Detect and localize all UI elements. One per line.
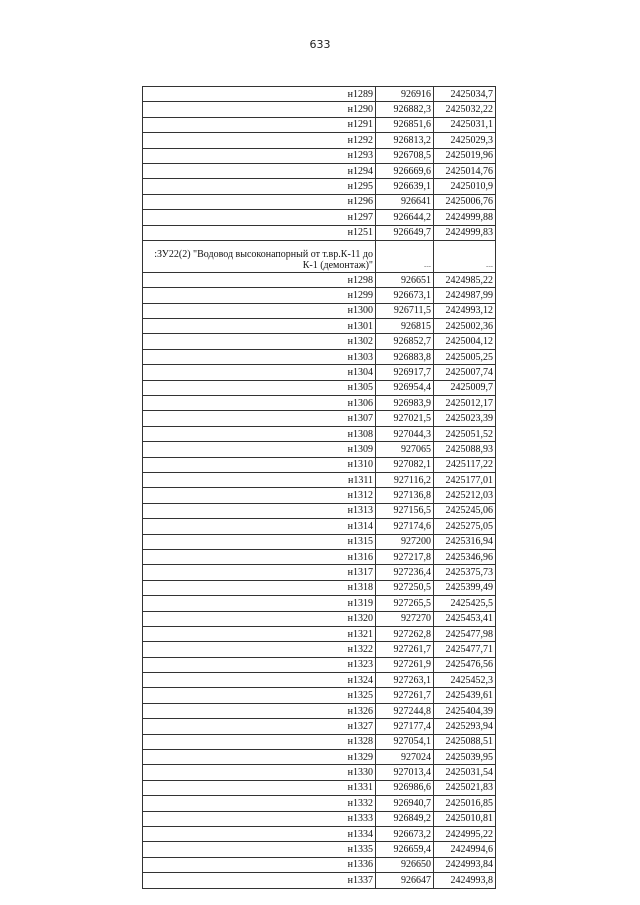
x-coordinate-cell: 926659,4 (376, 842, 434, 857)
table-row (143, 857, 496, 872)
table-row (143, 210, 496, 225)
y-coordinate-cell: 2425399,49 (434, 580, 496, 595)
y-coordinate-cell: 2424999,83 (434, 225, 496, 240)
x-coordinate-cell: 927261,9 (376, 657, 434, 672)
table-row (143, 842, 496, 857)
x-coordinate-cell: 926708,5 (376, 148, 434, 163)
y-coordinate-cell: 2424995,22 (434, 826, 496, 841)
point-id-cell: н1328 (143, 734, 376, 749)
point-id-cell: н1299 (143, 288, 376, 303)
point-id-cell: н1294 (143, 163, 376, 178)
table-row (143, 319, 496, 334)
table-row (143, 688, 496, 703)
y-coordinate-cell: 2424985,22 (434, 272, 496, 287)
x-coordinate-cell: 927261,7 (376, 688, 434, 703)
table-row (143, 411, 496, 426)
y-coordinate-cell: 2425019,96 (434, 148, 496, 163)
point-id-cell: н1310 (143, 457, 376, 472)
table-row (143, 442, 496, 457)
x-coordinate-cell: 926673,1 (376, 288, 434, 303)
x-coordinate-cell: 927217,8 (376, 549, 434, 564)
x-coordinate-cell: 926852,7 (376, 334, 434, 349)
point-id-cell: н1293 (143, 148, 376, 163)
x-coordinate-cell: 926651 (376, 272, 434, 287)
point-id-cell: н1289 (143, 87, 376, 102)
y-coordinate-cell: 2424993,12 (434, 303, 496, 318)
table-row (143, 811, 496, 826)
table-row (143, 380, 496, 395)
table-row (143, 87, 496, 102)
point-id-cell: н1312 (143, 488, 376, 503)
point-id-cell: н1302 (143, 334, 376, 349)
x-coordinate-cell: 926986,6 (376, 780, 434, 795)
table-row (143, 750, 496, 765)
point-id-cell: н1331 (143, 780, 376, 795)
section-header (143, 240, 496, 272)
y-coordinate-cell: 2425016,85 (434, 796, 496, 811)
point-id-cell: н1336 (143, 857, 376, 872)
point-id-cell: н1297 (143, 210, 376, 225)
table-row (143, 133, 496, 148)
y-coordinate-cell: 2425032,22 (434, 102, 496, 117)
x-coordinate-cell: 926917,7 (376, 365, 434, 380)
point-id-cell: н1290 (143, 102, 376, 117)
y-coordinate-cell: 2425453,41 (434, 611, 496, 626)
point-id-cell: н1300 (143, 303, 376, 318)
table-row (143, 117, 496, 132)
y-coordinate-cell: 2425404,39 (434, 703, 496, 718)
table-row (143, 396, 496, 411)
x-coordinate-cell: 926954,4 (376, 380, 434, 395)
y-coordinate-cell: 2424993,84 (434, 857, 496, 872)
table-row (143, 503, 496, 518)
y-coordinate-cell: 2425039,95 (434, 750, 496, 765)
table-row (143, 596, 496, 611)
x-coordinate-cell: 927021,5 (376, 411, 434, 426)
section-y-dash: --- (434, 240, 496, 272)
y-coordinate-cell: 2425088,93 (434, 442, 496, 457)
point-id-cell: н1335 (143, 842, 376, 857)
rows-after (143, 272, 496, 888)
table-row (143, 288, 496, 303)
point-id-cell: н1296 (143, 194, 376, 209)
table-row (143, 194, 496, 209)
x-coordinate-cell: 927250,5 (376, 580, 434, 595)
point-id-cell: н1332 (143, 796, 376, 811)
coordinates-table (142, 86, 496, 889)
table-row (143, 826, 496, 841)
table-row (143, 719, 496, 734)
x-coordinate-cell: 927156,5 (376, 503, 434, 518)
table-row (143, 148, 496, 163)
x-coordinate-cell: 926813,2 (376, 133, 434, 148)
point-id-cell: н1330 (143, 765, 376, 780)
x-coordinate-cell: 927116,2 (376, 472, 434, 487)
point-id-cell: н1323 (143, 657, 376, 672)
x-coordinate-cell: 927082,1 (376, 457, 434, 472)
point-id-cell: н1292 (143, 133, 376, 148)
table-row (143, 365, 496, 380)
point-id-cell: н1316 (143, 549, 376, 564)
y-coordinate-cell: 2425002,36 (434, 319, 496, 334)
x-coordinate-cell: 926639,1 (376, 179, 434, 194)
y-coordinate-cell: 2425010,9 (434, 179, 496, 194)
y-coordinate-cell: 2425346,96 (434, 549, 496, 564)
y-coordinate-cell: 2425005,25 (434, 349, 496, 364)
table-row (143, 780, 496, 795)
x-coordinate-cell: 926711,5 (376, 303, 434, 318)
table-row (143, 163, 496, 178)
x-coordinate-cell: 926644,2 (376, 210, 434, 225)
point-id-cell: н1314 (143, 519, 376, 534)
x-coordinate-cell: 926647 (376, 873, 434, 888)
x-coordinate-cell: 927136,8 (376, 488, 434, 503)
y-coordinate-cell: 2425316,94 (434, 534, 496, 549)
y-coordinate-cell: 2425009,7 (434, 380, 496, 395)
y-coordinate-cell: 2425476,56 (434, 657, 496, 672)
point-id-cell: н1251 (143, 225, 376, 240)
table-row (143, 565, 496, 580)
point-id-cell: н1334 (143, 826, 376, 841)
point-id-cell: н1313 (143, 503, 376, 518)
x-coordinate-cell: 927065 (376, 442, 434, 457)
x-coordinate-cell: 926851,6 (376, 117, 434, 132)
x-coordinate-cell: 926940,7 (376, 796, 434, 811)
point-id-cell: н1291 (143, 117, 376, 132)
y-coordinate-cell: 2425245,06 (434, 503, 496, 518)
point-id-cell: н1324 (143, 673, 376, 688)
x-coordinate-cell: 927236,4 (376, 565, 434, 580)
table-row (143, 734, 496, 749)
table-row (143, 488, 496, 503)
point-id-cell: н1295 (143, 179, 376, 194)
point-id-cell: н1327 (143, 719, 376, 734)
y-coordinate-cell: 2424987,99 (434, 288, 496, 303)
y-coordinate-cell: 2425452,3 (434, 673, 496, 688)
y-coordinate-cell: 2425477,98 (434, 626, 496, 641)
point-id-cell: н1329 (143, 750, 376, 765)
y-coordinate-cell: 2425117,22 (434, 457, 496, 472)
x-coordinate-cell: 927263,1 (376, 673, 434, 688)
point-id-cell: н1303 (143, 349, 376, 364)
x-coordinate-cell: 926673,2 (376, 826, 434, 841)
point-id-cell: н1305 (143, 380, 376, 395)
table-row (143, 303, 496, 318)
point-id-cell: н1308 (143, 426, 376, 441)
table-row (143, 225, 496, 240)
y-coordinate-cell: 2425275,05 (434, 519, 496, 534)
x-coordinate-cell: 927200 (376, 534, 434, 549)
y-coordinate-cell: 2425439,61 (434, 688, 496, 703)
table-row (143, 102, 496, 117)
rows-before (143, 87, 496, 241)
table-row (143, 334, 496, 349)
y-coordinate-cell: 2425014,76 (434, 163, 496, 178)
x-coordinate-cell: 927265,5 (376, 596, 434, 611)
y-coordinate-cell: 2425012,17 (434, 396, 496, 411)
y-coordinate-cell: 2425010,81 (434, 811, 496, 826)
point-id-cell: н1318 (143, 580, 376, 595)
y-coordinate-cell: 2424999,88 (434, 210, 496, 225)
point-id-cell: н1315 (143, 534, 376, 549)
table-row (143, 796, 496, 811)
point-id-cell: н1321 (143, 626, 376, 641)
y-coordinate-cell: 2425029,3 (434, 133, 496, 148)
x-coordinate-cell: 927244,8 (376, 703, 434, 718)
table-row (143, 519, 496, 534)
point-id-cell: н1322 (143, 642, 376, 657)
x-coordinate-cell: 926849,2 (376, 811, 434, 826)
point-id-cell: н1301 (143, 319, 376, 334)
y-coordinate-cell: 2425023,39 (434, 411, 496, 426)
table-row (143, 349, 496, 364)
x-coordinate-cell: 926815 (376, 319, 434, 334)
y-coordinate-cell: 2425007,74 (434, 365, 496, 380)
table-row (143, 472, 496, 487)
x-coordinate-cell: 927024 (376, 750, 434, 765)
point-id-cell: н1326 (143, 703, 376, 718)
y-coordinate-cell: 2425004,12 (434, 334, 496, 349)
point-id-cell: н1304 (143, 365, 376, 380)
table-row (143, 611, 496, 626)
x-coordinate-cell: 926650 (376, 857, 434, 872)
y-coordinate-cell: 2425031,54 (434, 765, 496, 780)
x-coordinate-cell: 926916 (376, 87, 434, 102)
section-row (143, 240, 496, 272)
x-coordinate-cell: 927013,4 (376, 765, 434, 780)
section-label: :ЗУ22(2) "Водовод высоконапорный от т.вр.К-11 до К-1 (демонтаж)" (143, 240, 376, 272)
table-row (143, 457, 496, 472)
y-coordinate-cell: 2425051,52 (434, 426, 496, 441)
page-number: 633 (309, 38, 331, 51)
y-coordinate-cell: 2425006,76 (434, 194, 496, 209)
x-coordinate-cell: 926669,6 (376, 163, 434, 178)
x-coordinate-cell: 926883,8 (376, 349, 434, 364)
table-row (143, 272, 496, 287)
section-x-dash: --- (376, 240, 434, 272)
y-coordinate-cell: 2424994,6 (434, 842, 496, 857)
table-row (143, 626, 496, 641)
point-id-cell: н1325 (143, 688, 376, 703)
table-row (143, 703, 496, 718)
x-coordinate-cell: 927270 (376, 611, 434, 626)
y-coordinate-cell: 2425031,1 (434, 117, 496, 132)
y-coordinate-cell: 2425212,03 (434, 488, 496, 503)
x-coordinate-cell: 927177,4 (376, 719, 434, 734)
table-row (143, 534, 496, 549)
point-id-cell: н1320 (143, 611, 376, 626)
y-coordinate-cell: 2424993,8 (434, 873, 496, 888)
point-id-cell: н1311 (143, 472, 376, 487)
x-coordinate-cell: 926641 (376, 194, 434, 209)
x-coordinate-cell: 927174,6 (376, 519, 434, 534)
y-coordinate-cell: 2425088,51 (434, 734, 496, 749)
table-row (143, 642, 496, 657)
x-coordinate-cell: 927261,7 (376, 642, 434, 657)
point-id-cell: н1306 (143, 396, 376, 411)
x-coordinate-cell: 926649,7 (376, 225, 434, 240)
y-coordinate-cell: 2425021,83 (434, 780, 496, 795)
point-id-cell: н1307 (143, 411, 376, 426)
point-id-cell: н1298 (143, 272, 376, 287)
table-row (143, 673, 496, 688)
table-row (143, 657, 496, 672)
x-coordinate-cell: 927044,3 (376, 426, 434, 441)
table-row (143, 426, 496, 441)
point-id-cell: н1319 (143, 596, 376, 611)
y-coordinate-cell: 2425034,7 (434, 87, 496, 102)
point-id-cell: н1333 (143, 811, 376, 826)
y-coordinate-cell: 2425375,73 (434, 565, 496, 580)
y-coordinate-cell: 2425477,71 (434, 642, 496, 657)
table-row (143, 179, 496, 194)
y-coordinate-cell: 2425177,01 (434, 472, 496, 487)
y-coordinate-cell: 2425293,94 (434, 719, 496, 734)
x-coordinate-cell: 926882,3 (376, 102, 434, 117)
table-row (143, 580, 496, 595)
table-row (143, 765, 496, 780)
table-row (143, 873, 496, 888)
table-row (143, 549, 496, 564)
x-coordinate-cell: 926983,9 (376, 396, 434, 411)
x-coordinate-cell: 927262,8 (376, 626, 434, 641)
point-id-cell: н1317 (143, 565, 376, 580)
x-coordinate-cell: 927054,1 (376, 734, 434, 749)
point-id-cell: н1337 (143, 873, 376, 888)
point-id-cell: н1309 (143, 442, 376, 457)
y-coordinate-cell: 2425425,5 (434, 596, 496, 611)
